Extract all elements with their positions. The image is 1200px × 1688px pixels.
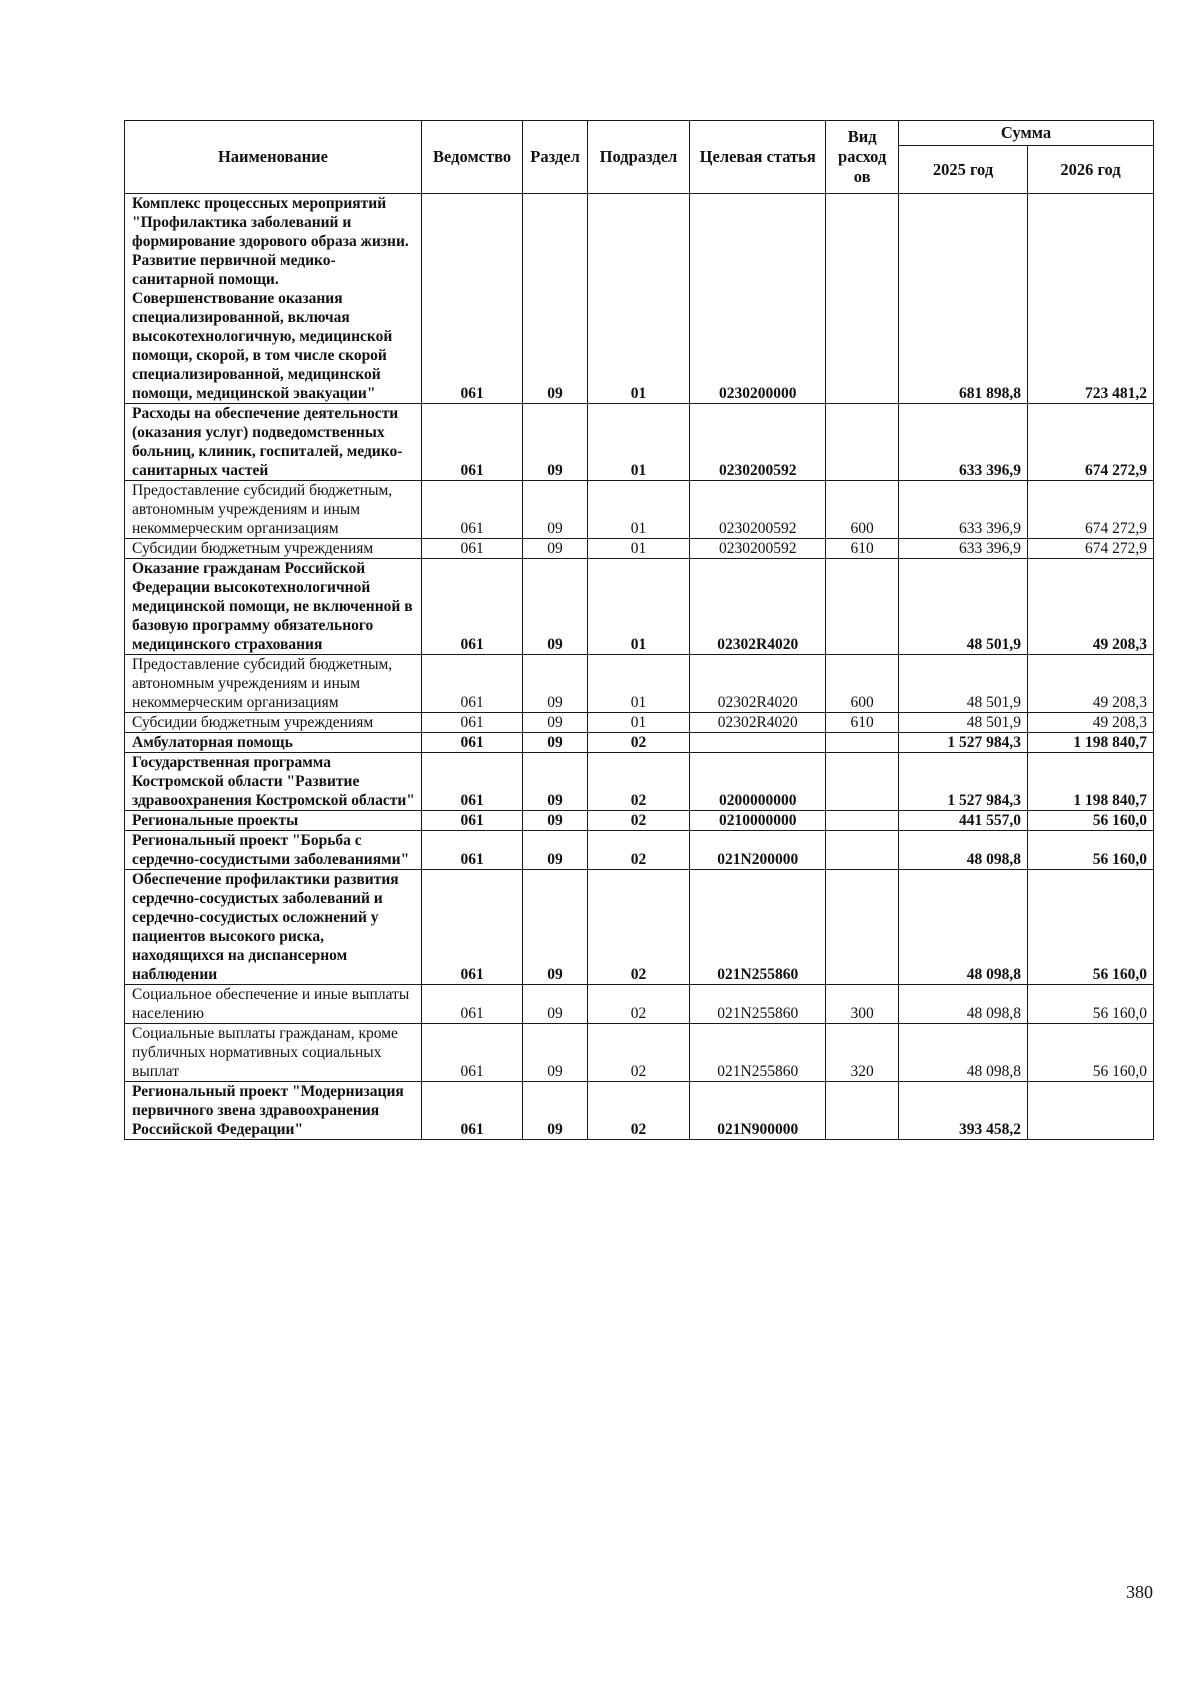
cell-section: 09 xyxy=(523,559,588,655)
table-row xyxy=(125,1024,1154,1082)
cell-department: 061 xyxy=(421,870,522,985)
cell-expense-type xyxy=(826,194,899,404)
cell-department: 061 xyxy=(421,733,522,753)
cell-section: 09 xyxy=(523,1082,588,1140)
cell-name: Региональный проект "Борьба с сердечно-сосудистыми заболеваниями" xyxy=(125,831,422,870)
cell-name: Субсидии бюджетным учреждениям xyxy=(125,539,422,559)
cell-sum-2026: 674 272,9 xyxy=(1028,481,1154,539)
table-header xyxy=(125,121,1154,194)
cell-sum-2026: 674 272,9 xyxy=(1028,539,1154,559)
cell-name: Расходы на обеспечение деятельности (оказания услуг) подведомственных больниц, клиник, госпиталей, медико-санитарных частей xyxy=(125,404,422,481)
cell-expense-type xyxy=(826,404,899,481)
cell-department: 061 xyxy=(421,1024,522,1082)
cell-target-article: 0200000000 xyxy=(690,753,826,811)
cell-sum-2025: 681 898,8 xyxy=(899,194,1028,404)
cell-sum-2025: 441 557,0 xyxy=(899,811,1028,831)
cell-expense-type: 600 xyxy=(826,481,899,539)
cell-department: 061 xyxy=(421,194,522,404)
table-body xyxy=(125,194,1154,1140)
cell-subsection: 02 xyxy=(587,870,689,985)
cell-department: 061 xyxy=(421,985,522,1024)
cell-expense-type: 300 xyxy=(826,985,899,1024)
header-year-2025: 2025 год xyxy=(899,146,1028,194)
cell-department: 061 xyxy=(421,811,522,831)
cell-expense-type: 610 xyxy=(826,713,899,733)
table-row xyxy=(125,870,1154,985)
cell-sum-2025: 48 098,8 xyxy=(899,870,1028,985)
cell-department: 061 xyxy=(421,753,522,811)
cell-department: 061 xyxy=(421,559,522,655)
cell-subsection: 01 xyxy=(587,194,689,404)
cell-expense-type xyxy=(826,870,899,985)
table-row xyxy=(125,985,1154,1024)
cell-department: 061 xyxy=(421,1082,522,1140)
cell-target-article: 0210000000 xyxy=(690,811,826,831)
table-row xyxy=(125,753,1154,811)
cell-sum-2026: 723 481,2 xyxy=(1028,194,1154,404)
cell-name: Предоставление субсидий бюджетным, автономным учреждениям и иным некоммерческим организациям xyxy=(125,655,422,713)
cell-section: 09 xyxy=(523,753,588,811)
cell-expense-type: 320 xyxy=(826,1024,899,1082)
cell-department: 061 xyxy=(421,404,522,481)
header-expense-type: Вид расход ов xyxy=(826,121,899,194)
cell-expense-type xyxy=(826,831,899,870)
cell-sum-2026: 1 198 840,7 xyxy=(1028,753,1154,811)
cell-subsection: 02 xyxy=(587,831,689,870)
header-name: Наименование xyxy=(125,121,422,194)
page-number: 380 xyxy=(1126,1582,1153,1602)
header-department: Ведомство xyxy=(421,121,522,194)
cell-expense-type xyxy=(826,811,899,831)
cell-section: 09 xyxy=(523,655,588,713)
cell-sum-2025: 633 396,9 xyxy=(899,539,1028,559)
cell-sum-2026 xyxy=(1028,1082,1154,1140)
cell-subsection: 01 xyxy=(587,713,689,733)
cell-sum-2026: 56 160,0 xyxy=(1028,1024,1154,1082)
cell-sum-2025: 48 098,8 xyxy=(899,985,1028,1024)
cell-sum-2026: 56 160,0 xyxy=(1028,985,1154,1024)
cell-subsection: 02 xyxy=(587,753,689,811)
cell-subsection: 01 xyxy=(587,559,689,655)
cell-subsection: 02 xyxy=(587,1082,689,1140)
cell-section: 09 xyxy=(523,539,588,559)
cell-sum-2025: 633 396,9 xyxy=(899,481,1028,539)
table-row xyxy=(125,733,1154,753)
cell-target-article: 021N200000 xyxy=(690,831,826,870)
cell-name: Комплекс процессных мероприятий "Профилактика заболеваний и формирование здорового образа жизни. Развитие первичной медико-санитарной помощи. Совершенствование оказания специализированной, включая высокотехнологичную, медицинской помощи, скорой, в том числе скорой специализированной, медицинской помощи, медицинской эвакуации" xyxy=(125,194,422,404)
cell-section: 09 xyxy=(523,870,588,985)
cell-section: 09 xyxy=(523,831,588,870)
table-row xyxy=(125,713,1154,733)
table-row xyxy=(125,404,1154,481)
cell-target-article: 021N255860 xyxy=(690,870,826,985)
cell-sum-2025: 48 501,9 xyxy=(899,559,1028,655)
table-row xyxy=(125,559,1154,655)
header-sum: Сумма xyxy=(899,121,1154,146)
cell-expense-type: 600 xyxy=(826,655,899,713)
cell-expense-type xyxy=(826,559,899,655)
cell-subsection: 01 xyxy=(587,404,689,481)
cell-name: Амбулаторная помощь xyxy=(125,733,422,753)
cell-target-article: 021N900000 xyxy=(690,1082,826,1140)
cell-subsection: 01 xyxy=(587,539,689,559)
cell-target-article: 021N255860 xyxy=(690,1024,826,1082)
cell-target-article: 0230200592 xyxy=(690,539,826,559)
cell-target-article: 0230200000 xyxy=(690,194,826,404)
cell-sum-2025: 48 501,9 xyxy=(899,655,1028,713)
cell-sum-2026: 674 272,9 xyxy=(1028,404,1154,481)
cell-target-article xyxy=(690,733,826,753)
cell-name: Социальные выплаты гражданам, кроме публичных нормативных социальных выплат xyxy=(125,1024,422,1082)
header-subsection: Подраздел xyxy=(587,121,689,194)
cell-sum-2026: 49 208,3 xyxy=(1028,655,1154,713)
cell-section: 09 xyxy=(523,713,588,733)
cell-section: 09 xyxy=(523,733,588,753)
cell-section: 09 xyxy=(523,985,588,1024)
cell-name: Субсидии бюджетным учреждениям xyxy=(125,713,422,733)
cell-section: 09 xyxy=(523,481,588,539)
cell-department: 061 xyxy=(421,539,522,559)
cell-sum-2026: 56 160,0 xyxy=(1028,811,1154,831)
cell-sum-2025: 48 501,9 xyxy=(899,713,1028,733)
cell-sum-2025: 393 458,2 xyxy=(899,1082,1028,1140)
cell-expense-type xyxy=(826,1082,899,1140)
cell-sum-2025: 1 527 984,3 xyxy=(899,753,1028,811)
cell-name: Обеспечение профилактики развития сердечно-сосудистых заболеваний и сердечно-сосудистых осложнений у пациентов высокого риска, находящихся на диспансерном наблюдении xyxy=(125,870,422,985)
cell-sum-2026: 49 208,3 xyxy=(1028,559,1154,655)
cell-subsection: 02 xyxy=(587,985,689,1024)
cell-target-article: 02302R4020 xyxy=(690,713,826,733)
cell-subsection: 01 xyxy=(587,481,689,539)
cell-name: Оказание гражданам Российской Федерации высокотехнологичной медицинской помощи, не включенной в базовую программу обязательного медицинского страхования xyxy=(125,559,422,655)
cell-expense-type xyxy=(826,753,899,811)
cell-name: Государственная программа Костромской области "Развитие здравоохранения Костромской области" xyxy=(125,753,422,811)
table-row xyxy=(125,831,1154,870)
cell-department: 061 xyxy=(421,655,522,713)
cell-expense-type: 610 xyxy=(826,539,899,559)
cell-name: Предоставление субсидий бюджетным, автономным учреждениям и иным некоммерческим организациям xyxy=(125,481,422,539)
cell-section: 09 xyxy=(523,194,588,404)
cell-sum-2026: 1 198 840,7 xyxy=(1028,733,1154,753)
cell-sum-2026: 56 160,0 xyxy=(1028,870,1154,985)
cell-section: 09 xyxy=(523,811,588,831)
cell-department: 061 xyxy=(421,831,522,870)
cell-target-article: 021N255860 xyxy=(690,985,826,1024)
cell-department: 061 xyxy=(421,481,522,539)
cell-target-article: 0230200592 xyxy=(690,481,826,539)
cell-sum-2025: 48 098,8 xyxy=(899,831,1028,870)
header-target-article: Целевая статья xyxy=(690,121,826,194)
cell-name: Региональный проект "Модернизация первичного звена здравоохранения Российской Федерации" xyxy=(125,1082,422,1140)
cell-name: Социальное обеспечение и иные выплаты населению xyxy=(125,985,422,1024)
cell-sum-2025: 633 396,9 xyxy=(899,404,1028,481)
budget-table xyxy=(124,120,1154,1140)
table-row xyxy=(125,655,1154,713)
table-row xyxy=(125,481,1154,539)
header-year-2026: 2026 год xyxy=(1028,146,1154,194)
cell-subsection: 02 xyxy=(587,733,689,753)
cell-target-article: 02302R4020 xyxy=(690,559,826,655)
cell-expense-type xyxy=(826,733,899,753)
cell-sum-2025: 48 098,8 xyxy=(899,1024,1028,1082)
table-row xyxy=(125,539,1154,559)
cell-sum-2025: 1 527 984,3 xyxy=(899,733,1028,753)
table-row xyxy=(125,194,1154,404)
cell-subsection: 02 xyxy=(587,811,689,831)
cell-subsection: 02 xyxy=(587,1024,689,1082)
cell-sum-2026: 49 208,3 xyxy=(1028,713,1154,733)
cell-department: 061 xyxy=(421,713,522,733)
table-row xyxy=(125,811,1154,831)
cell-target-article: 0230200592 xyxy=(690,404,826,481)
cell-sum-2026: 56 160,0 xyxy=(1028,831,1154,870)
cell-section: 09 xyxy=(523,404,588,481)
cell-section: 09 xyxy=(523,1024,588,1082)
cell-name: Региональные проекты xyxy=(125,811,422,831)
table-row xyxy=(125,1082,1154,1140)
cell-subsection: 01 xyxy=(587,655,689,713)
cell-target-article: 02302R4020 xyxy=(690,655,826,713)
header-section: Раздел xyxy=(523,121,588,194)
